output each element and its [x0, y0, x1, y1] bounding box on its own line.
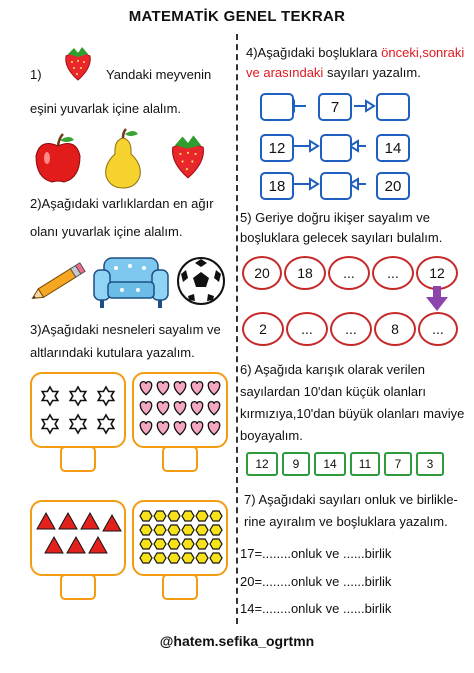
star-icon [42, 415, 58, 433]
q6-number-box[interactable]: 3 [416, 452, 444, 476]
q4-row2-middle-box[interactable] [320, 134, 352, 162]
q4-row2-left: 12 [260, 134, 294, 162]
star-icon [42, 387, 58, 405]
page-title: MATEMATİK GENEL TEKRAR [128, 8, 346, 25]
q4-row3-left: 18 [260, 172, 294, 200]
q4-row1-given: 7 [318, 93, 352, 121]
hearts-answer-box[interactable] [162, 446, 198, 472]
q6-line1: 6) Aşağıda karışık olarak verilen [240, 362, 425, 377]
q1-number: 1) [30, 67, 42, 82]
column-divider [236, 34, 238, 624]
strawberry-icon [58, 42, 98, 82]
q7-item-3[interactable]: 14=........onluk ve ......birlik [240, 601, 392, 616]
star-icon [70, 415, 86, 433]
q4-row3-right: 20 [376, 172, 410, 200]
q4-row1-before-box[interactable] [260, 93, 294, 121]
pear-icon[interactable] [98, 128, 148, 190]
hexagons-group [134, 502, 226, 574]
q6-line3: kırmızıya,10'dan büyük olanları maviye [240, 406, 465, 421]
q5-row1-oval-2: 18 [284, 256, 326, 290]
q6-number-box[interactable]: 12 [246, 452, 278, 476]
hexagons-answer-box[interactable] [162, 574, 198, 600]
q4-line1-text: 4)Aşağıdaki boşluklara [246, 45, 382, 60]
q5-row2-oval-3[interactable]: ... [330, 312, 372, 346]
q5-row2-oval-2[interactable]: ... [286, 312, 328, 346]
q7-line1: 7) Aşağıdaki sayıları onluk ve birlikle- [244, 492, 458, 507]
stars-panel [30, 372, 126, 448]
triangles-answer-box[interactable] [60, 574, 96, 600]
q6-line2: sayılardan 10'dan küçük olanları [240, 384, 427, 399]
q4-line1-highlight: önceki,sonraki [381, 45, 465, 60]
q4-row2-right: 14 [376, 134, 410, 162]
q6-line4: boyayalım. [240, 428, 303, 443]
q6-number-box[interactable]: 14 [314, 452, 346, 476]
q4-line2 [246, 65, 421, 81]
q7-line2: rine ayıralım ve boşluklara yazalım. [244, 514, 448, 529]
q5-row1-oval-5: 12 [416, 256, 458, 290]
hearts-panel [132, 372, 228, 448]
q5-row2-oval-1: 2 [242, 312, 284, 346]
q3-line1: 3)Aşağıdaki nesneleri sayalım ve [30, 322, 221, 337]
q4-row3-middle-box[interactable] [320, 172, 352, 200]
pencil-icon[interactable] [26, 260, 88, 306]
q5-row2-oval-4: 8 [374, 312, 416, 346]
q7-item-1[interactable]: 17=........onluk ve ......birlik [240, 546, 392, 561]
sofa-icon[interactable] [92, 252, 170, 310]
hexagons-panel [132, 500, 228, 576]
star-icon [70, 387, 86, 405]
soccer-ball-icon[interactable] [176, 256, 226, 306]
q5-row1-oval-1: 20 [242, 256, 282, 290]
q4-line2-highlight: ve arasındaki [246, 65, 324, 80]
q4-row1-after-box[interactable] [376, 93, 410, 121]
q2-line1: 2)Aşağıdaki varlıklardan en ağır [30, 196, 214, 211]
q4-line2-text: sayıları yazalım. [323, 65, 421, 80]
q6-number-box[interactable]: 9 [282, 452, 310, 476]
q4-line1 [246, 45, 464, 61]
q5-row1-oval-4[interactable]: ... [372, 256, 414, 290]
q2-line2: olanı yuvarlak içine alalım. [30, 224, 183, 239]
q3-line2: altlarındaki kutulara yazalım. [30, 345, 195, 360]
star-icon [98, 415, 114, 433]
stars-answer-box[interactable] [60, 446, 96, 472]
triangles-group [32, 502, 124, 574]
q1-line2: eşini yuvarlak içine alalım. [30, 101, 182, 116]
q6-number-box[interactable]: 7 [384, 452, 412, 476]
hearts-group [134, 374, 226, 446]
stars-group [32, 374, 124, 446]
apple-icon[interactable] [30, 130, 86, 186]
q5-row2-oval-5[interactable]: ... [418, 312, 458, 346]
strawberry-icon[interactable] [166, 130, 210, 180]
q7-item-2[interactable]: 20=........onluk ve ......birlik [240, 574, 392, 589]
q1-line1: Yandaki meyvenin [106, 67, 212, 82]
q5-line2: boşluklara gelecek sayıları bulalım. [240, 230, 443, 245]
star-icon [98, 387, 114, 405]
q5-row1-oval-3[interactable]: ... [328, 256, 370, 290]
author-credit: @hatem.sefika_ogrtmn [159, 633, 315, 649]
q6-number-box[interactable]: 11 [350, 452, 380, 476]
down-arrow-icon [426, 286, 448, 312]
triangles-panel [30, 500, 126, 576]
q5-line1: 5) Geriye doğru ikişer sayalım ve [240, 210, 431, 225]
